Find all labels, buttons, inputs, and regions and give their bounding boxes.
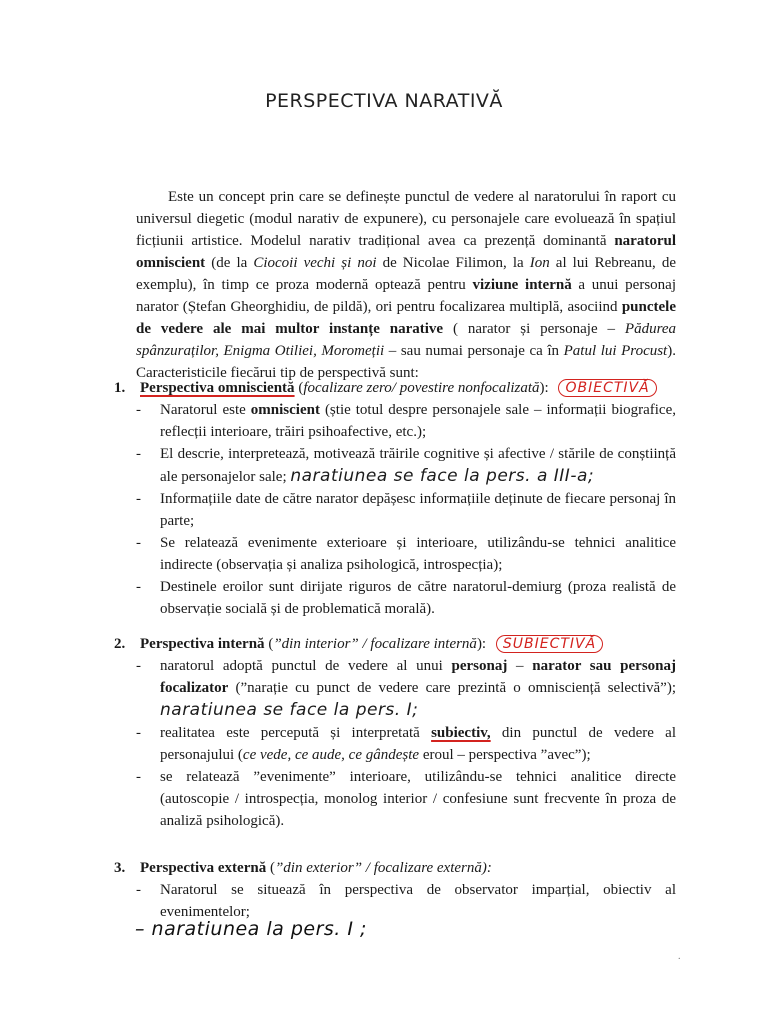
section-title-line: Perspectiva omniscientă (focalizare zero/ povestire nonfocalizată): OBIECTIVĂ [140,377,657,399]
section-heading [114,633,676,655]
section-list [114,399,676,620]
list-item: - se relatează ”evenimente” interioare, utilizându-se tehnici analitice directe (autoscopie / introspecția, monolog interior / confesiune sunt frecvente în proza de analiză psihologică). [136,766,676,832]
section-external [114,857,676,923]
handwritten-annotation: SUBIECTIVĂ [496,635,603,653]
section-title-line: Perspectiva internă (”din interior” / focalizare internă): SUBIECTIVĂ [140,633,603,655]
intro-paragraph: Este un concept prin care se definește punctul de vedere al naratorului în raport cu universul diegetic (modul narativ de expunere), cu personajele care evoluează în spațiul ficțiunii artistice. Modelul narativ tradițional avea ca prezență dominantă naratorul omniscient (de la Ciocoii vechi și noi de Nicolae Filimon, la Ion al lui Rebreanu, de exemplu), în timp ce proza modernă optează pentru viziune internă a unui personaj narator (Ștefan Gheorghidiu, de pildă), ori pentru focalizarea multiplă, asociind punctele de vedere ale mai multor instanțe narative ( narator și personaje – Pădurea spânzuraților, Enigma Otiliei, Moromeții – sau numai personaje ca în Patul lui Procust). Caracteristicile fiecărui tip de perspectivă sunt: [136,189,677,381]
section-number: 1. [114,380,126,396]
list-item: - Informațiile date de către narator depășesc informațiile deținute de fiecare personaj în parte; [136,488,676,532]
handwritten-note: – naratiunea la pers. I ; [135,918,367,940]
section-title-line: Perspectiva externă (”din exterior” / focalizare externă): [140,860,492,876]
section-subtitle: focalizare zero/ povestire nonfocalizată [303,380,540,396]
section-list [114,879,676,923]
section-title: Perspectiva omniscientă [140,380,295,396]
handwritten-annotation: OBIECTIVĂ [558,379,656,397]
list-item: - Naratorul se situează în perspectiva de observator imparțial, obiectiv al evenimentelor; [136,879,676,923]
section-heading [114,857,676,879]
section-list [114,655,676,832]
section-heading [114,377,676,399]
list-item: - Se relatează evenimente exterioare și interioare, utilizându-se tehnici analitice indirecte (observația și analiza psihologică, introspecția); [136,532,676,576]
handwritten-note: naratiunea se face la pers. a III-a; [290,466,595,486]
section-omniscient [114,377,676,620]
list-item: - Destinele eroilor sunt dirijate riguros de către naratorul-demiurg (proza realistă de observație socială și de problematică morală). [136,576,676,620]
handwritten-note: naratiunea se face la pers. I; [160,700,419,720]
list-item: - naratorul adoptă punctul de vedere al unui personaj – narator sau personaj focalizator (”narație cu punct de vedere care prezintă o omnisciență selectivă”); naratiunea se face la pers. I; [136,655,676,722]
section-number: 3. [114,860,126,876]
page-mark: . [678,951,681,962]
section-subtitle: ”din interior” / focalizare internă [273,636,477,652]
section-title: Perspectiva internă [140,636,265,652]
list-item: - El descrie, interpretează, motivează trăirile cognitive și afective / stările de conștiință ale personajelor sale; naratiunea se face la pers. a III-a; [136,443,676,488]
section-number: 2. [114,636,126,652]
page-title: PERSPECTIVA NARATIVĂ [265,90,503,112]
section-subtitle: ”din exterior” / focalizare externă): [274,860,492,876]
list-item: - realitatea este percepută și interpretată subiectiv, din punctul de vedere al personajului (ce vede, ce aude, ce gândește eroul – perspectiva ”avec”); [136,722,676,766]
section-title: Perspectiva externă [140,860,267,876]
list-item: - Naratorul este omniscient (știe totul despre personajele sale – informații biografice, reflecții interioare, trăiri psihoafective, etc.); [136,399,676,443]
section-internal [114,633,676,832]
